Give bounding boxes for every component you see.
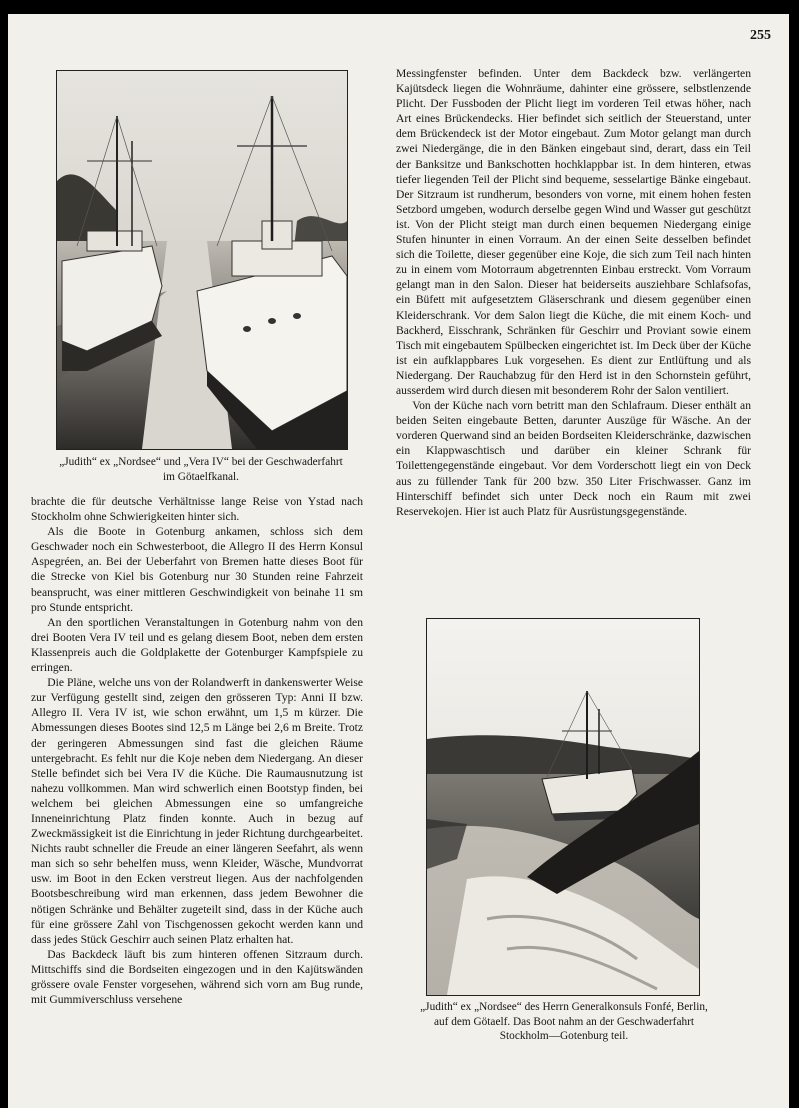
- figure-2-caption: [382, 1000, 746, 1044]
- photo-boat-on-river: [426, 618, 700, 996]
- magazine-page: [8, 14, 789, 1108]
- figure-1-caption-line1: „Judith“ ex „Nordsee“ und „Vera IV“ bei der Geschwaderfahrt: [59, 456, 343, 468]
- paragraph: Die Pläne, welche uns von der Rolandwerft in dankenswerter Weise zur Verfügung gestellt sind, zeigen den grösseren Typ: Anni II bzw. Allegro II. Vera IV ist, wie schon erwähnt, um 1,5 m kürzer. Die Abmessungen dieses Bootes sind 12,5 m Länge bei 2,6 m Breite. Trotz der geringeren Abmessungen sind fast die gleichen Räume untergebracht. Es fehlt nur die Koje neben dem Niedergang. An dieser Stelle befindet sich bei Vera IV die Küche. Die Raumausnutzung ist nahezu vollkommen. Man wird schwerlich einen Bootstyp finden, bei welchem bei gleichen Abmessungen eine so umfangreiche Inneneinrichtung Platz finden konnte. Auch in bezug auf Zweckmässigkeit ist die Einrichtung in jeder Richtung durchgearbeitet. Nichts raubt schneller die Freude an einer längeren Seefahrt, als wenn man sich so sehr behelfen muss, wenn Kleider, Wäsche, Mundvorrat usw. im Boot in den Ecken verstreut liegen. Aus der nachfolgenden Bootsbeschreibung wird man erkennen, dass jedem Bewohner die nötigen Schränke und Behälter zugeteilt sind, dass in der Küche auch für eine grössere Zahl von Tischgenossen gekocht werden kann und dass jedes Stück Geschirr auch seinen Platz erhalten hat.: [31, 676, 363, 946]
- paragraph: brachte die für deutsche Verhältnisse lange Reise von Ystad nach Stockholm ohne Schwierigkeiten hinter sich.: [31, 495, 363, 524]
- figure-2-caption-line3: Stockholm—Gotenburg teil.: [499, 1030, 629, 1042]
- left-text-column: [31, 494, 363, 1007]
- paragraph: Das Backdeck läuft bis zum hinteren offenen Sitzraum durch. Mittschiffs sind die Bordseiten eingezogen und in den Kajütswänden grössere ovale Fenster vorgesehen, während sich vorn am Bug runde, mit Gummiverschluss versehene: [31, 947, 363, 1007]
- paragraph: An den sportlichen Veranstaltungen in Gotenburg nahm von den drei Booten Vera IV teil und es gelang diesem Boot, neben dem ersten Klassenpreis auch die Goldplakette der Gotenburger Kampfspiele zu erringen.: [31, 615, 363, 675]
- figure-2-caption-line1: „Judith“ ex „Nordsee“ des Herrn Generalkonsuls Fonfé, Berlin,: [420, 1001, 708, 1013]
- right-text-column: [396, 66, 751, 519]
- paragraph: Von der Küche nach vorn betritt man den Schlafraum. Dieser enthält an beiden Seiten eingebaute Betten, darunter Auszüge für Wäsche. An der vorderen Querwand sind an beiden Bordseiten Kleiderschränke, dazwischen ein Klappwaschtisch und darüber ein kleiner Schrank für Toilettengegenstände eingebaut. Vor dem Vorderschott liegt ein von Deck aus zu füllender Tank für 200 bzw. 350 Liter Frischwasser. Ganz im Hinterschiff befindet sich unter Deck noch ein Raum mit zwei Reservekojen. Hier ist auch Platz für Ausrüstungsgegenstände.: [396, 399, 751, 518]
- canal-photo-image: [57, 71, 347, 449]
- figure-1-caption-line2: im Götaelfkanal.: [163, 470, 239, 483]
- paragraph: Messingfenster befinden. Unter dem Backdeck bzw. verlängerten Kajütsdeck liegen die Wohnräume, dahinter eine grössere, selbstlenzende Plicht. Der Fussboden der Plicht liegt im vorderen Teil etwas höher, nach Art eines Brückendecks. Hier befindet sich seitlich der Steuerstand, unter dem Brückendeck ist der Motor eingebaut. Zum Motor gelangt man durch zwei Niedergänge, die in den Bänken eingebaut sind, derart, dass ein Teil der Banksitze und Bankschotten hochklappbar ist. In dem hinteren, etwas tiefer liegenden Teil der Plicht sind bequeme, sesselartige Bänke eingebaut. Der Sitzraum ist rundherum, besonders von vorne, mit einem hohen festen Setzbord umgeben, wodurch derselbe gegen Wind und Wasser gut geschützt ist. Von der Plicht steigt man durch einen bequemen Niedergang einige Stufen hinunter in einen Vorraum. An der einen Seite desselben befindet sich die Toilette, dieser gegenüber eine Koje, die sich zum Teil nach hinten zu in einem vom Motorraum abgetrennten Einbau erstreckt. Vom Vorraum gelangt man in den Salon. Dieser hat beiderseits ausziehbare Schlafsofas, ein Büfett mit aufgesetztem Gläserschrank und diesem gegenüber einen Kleiderschrank. Vor dem Salon liegt die Küche, die mit einem Koch- und Backherd, Eisschrank, Schränken für Geschirr und Proviant sowie einem Tisch mit eingebautem Spülbecken eingerichtet ist. Im Deck über der Küche ist ein aufklappbares Luk vorgesehen. Es dient zur Entlüftung und als Niedergang. Der Rauchabzug für den Herd ist in den Schornstein geführt, ausserdem wird durch diesen mit besonderem Rohr der Salon ventiliert.: [396, 67, 751, 397]
- paragraph: Als die Boote in Gotenburg ankamen, schloss sich dem Geschwader noch ein Schwesterboot, die Allegro II des Herrn Konsul Aspegréen, an. Bei der Ueberfahrt von Bremen hatte dieses Boot für die Strecke von Kiel bis Gotenburg nur 30 Stunden reine Fahrzeit beansprucht, was einer mittleren Geschwindigkeit von beinahe 11 sm pro Stunde entspricht.: [31, 525, 363, 614]
- page-number: 255: [750, 28, 771, 43]
- figure-2-caption-line2: auf dem Götaelf. Das Boot nahm an der Geschwaderfahrt: [433, 1015, 695, 1028]
- figure-1-caption: [48, 455, 354, 484]
- river-photo-image: [427, 619, 699, 995]
- photo-boats-in-canal: [56, 70, 348, 450]
